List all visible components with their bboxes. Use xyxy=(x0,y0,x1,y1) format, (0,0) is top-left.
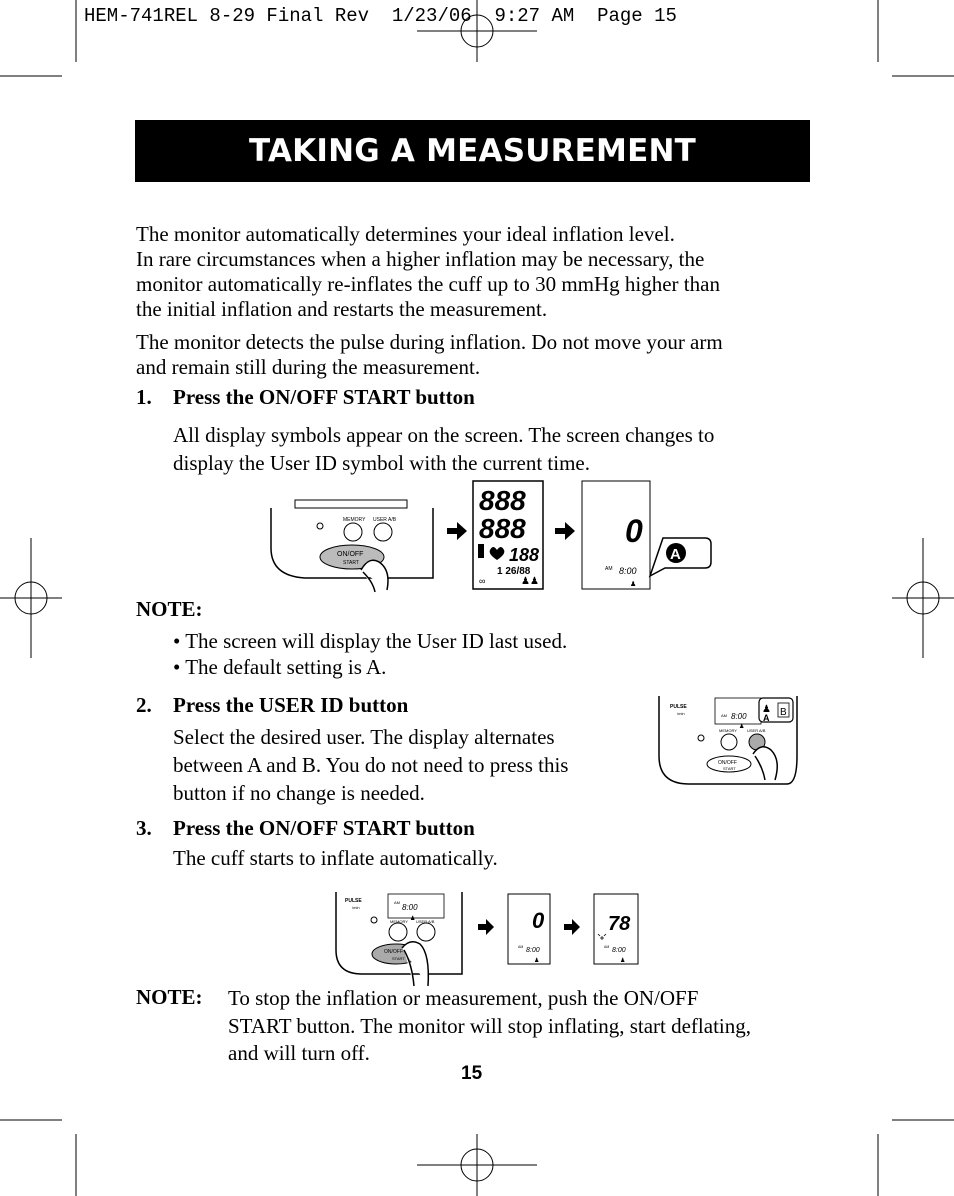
step-3-description: The cuff starts to inflate automatically. xyxy=(173,846,498,870)
user-a-badge xyxy=(650,538,711,576)
print-slug: HEM-741REL 8-29 Final Rev 1/23/06 9:27 AM Page 15 xyxy=(84,5,677,27)
memory-button xyxy=(344,523,362,541)
registration-mark-right xyxy=(892,538,954,658)
svg-text:8:00: 8:00 xyxy=(402,903,418,912)
finger-press-icon xyxy=(753,747,777,780)
svg-text:B: B xyxy=(780,707,787,718)
arrow-right-icon xyxy=(555,522,575,540)
svg-text:0: 0 xyxy=(625,513,643,549)
step-3-number: 3. xyxy=(136,816,152,840)
registration-mark-bottom xyxy=(417,1134,537,1196)
user-label: USER A/B xyxy=(373,517,397,523)
svg-text:ON/OFF: ON/OFF xyxy=(337,551,364,558)
cuff-icon: ∞ xyxy=(479,576,486,586)
svg-text:AM: AM xyxy=(518,945,524,949)
svg-text:MEMORY: MEMORY xyxy=(719,728,737,733)
intro-paragraph-1: The monitor automatically determines your ideal inflation level. In rare circumstances when a higher inflation may be necessary, the monitor automatically re-inflates the cuff up to 30 mmHg higher than the initial inflation and restarts the measurement. xyxy=(136,222,720,321)
memory-label: MEMORY xyxy=(343,517,366,523)
finger-press-icon xyxy=(402,942,428,986)
step-2-heading: Press the USER ID button xyxy=(173,693,409,717)
note-1-label: NOTE: xyxy=(136,597,203,621)
user-figure-icon: ♟ xyxy=(630,581,637,588)
memory-button xyxy=(721,734,737,750)
monitor-device-front xyxy=(271,500,433,578)
full-display-screen xyxy=(473,481,543,589)
svg-text:1 26/88: 1 26/88 xyxy=(497,566,531,577)
user-figure-icon: ♟ xyxy=(762,704,771,715)
svg-text:ON/OFF: ON/OFF xyxy=(718,760,737,766)
zero-display-screen xyxy=(508,894,550,964)
svg-text:0: 0 xyxy=(532,908,545,933)
step-2-description: Select the desired user. The display alternates between A and B. You do not need to press this button if no change is needed. xyxy=(173,725,569,805)
svg-text:8:00: 8:00 xyxy=(619,566,637,576)
svg-text:A: A xyxy=(670,546,681,563)
svg-text:AM: AM xyxy=(721,713,727,718)
power-indicator-icon xyxy=(698,735,704,741)
svg-text:ON/OFF: ON/OFF xyxy=(384,949,403,955)
arrow-right-icon xyxy=(447,522,467,540)
svg-text:8:00: 8:00 xyxy=(612,947,626,954)
inflating-display-screen xyxy=(594,894,638,964)
pulse-label: PULSE xyxy=(670,704,687,710)
user-button xyxy=(374,523,392,541)
note-2-label: NOTE: xyxy=(136,985,203,1009)
step-3-heading: Press the ON/OFF START button xyxy=(173,816,475,840)
svg-text:A: A xyxy=(763,713,770,723)
pulse-label: PULSE xyxy=(345,898,362,904)
svg-text:USER A/B: USER A/B xyxy=(416,919,435,924)
step-1-heading: Press the ON/OFF START button xyxy=(173,385,475,409)
svg-text:START: START xyxy=(392,956,405,961)
svg-text:USER A/B: USER A/B xyxy=(747,728,766,733)
svg-text:/min: /min xyxy=(352,905,360,910)
user-figure-icon: ♟ xyxy=(739,724,745,730)
svg-text:8:00: 8:00 xyxy=(731,712,747,721)
svg-text:/min: /min xyxy=(677,711,685,716)
step-2-number: 2. xyxy=(136,693,152,717)
svg-text:188: 188 xyxy=(509,545,540,565)
time-display-screen xyxy=(582,481,650,589)
user-button xyxy=(417,923,435,941)
svg-text:AM: AM xyxy=(605,566,613,572)
svg-text:MEMORY: MEMORY xyxy=(390,919,408,924)
svg-text:START: START xyxy=(723,766,736,771)
note-1-bullets: • The screen will display the User ID last used. • The default setting is A. xyxy=(173,629,568,679)
step-2-illustration xyxy=(655,694,801,790)
arrow-right-icon xyxy=(564,919,580,935)
page-number: 15 xyxy=(461,1063,483,1084)
user-ab-badge xyxy=(759,698,793,723)
registration-mark-left xyxy=(0,538,62,658)
svg-text:8:00: 8:00 xyxy=(526,947,540,954)
svg-text:888: 888 xyxy=(479,513,526,544)
step-1-description: All display symbols appear on the screen. The screen changes to display the User ID symbol with the current time. xyxy=(173,423,715,475)
power-indicator-icon xyxy=(371,917,377,923)
user-figure-icon: ♟♟ xyxy=(521,576,539,587)
note-2-text: To stop the inflation or measurement, push the ON/OFF START button. The monitor will stop inflating, start deflating, and will turn off. xyxy=(228,986,751,1065)
intro-paragraph-2: The monitor detects the pulse during inflation. Do not move your arm and remain still during the measurement. xyxy=(136,330,723,379)
user-figure-icon: ♟ xyxy=(410,916,416,922)
power-indicator-icon xyxy=(317,523,323,529)
svg-text:888: 888 xyxy=(479,485,526,516)
svg-text:AM: AM xyxy=(604,945,610,949)
step-1-number: 1. xyxy=(136,385,152,409)
bar-icon xyxy=(478,544,484,558)
arrow-right-icon xyxy=(478,919,494,935)
user-figure-icon: ♟ xyxy=(534,958,540,964)
finger-press-icon xyxy=(361,560,388,592)
page-title: TAKING A MEASUREMENT xyxy=(135,120,810,182)
memory-button xyxy=(389,923,407,941)
svg-text:AM: AM xyxy=(394,900,400,905)
user-figure-icon: ♟ xyxy=(620,958,626,964)
step-3-illustration xyxy=(332,890,644,990)
svg-text:78: 78 xyxy=(608,913,631,935)
svg-text:START: START xyxy=(343,560,359,566)
step-1-illustration xyxy=(265,478,725,596)
